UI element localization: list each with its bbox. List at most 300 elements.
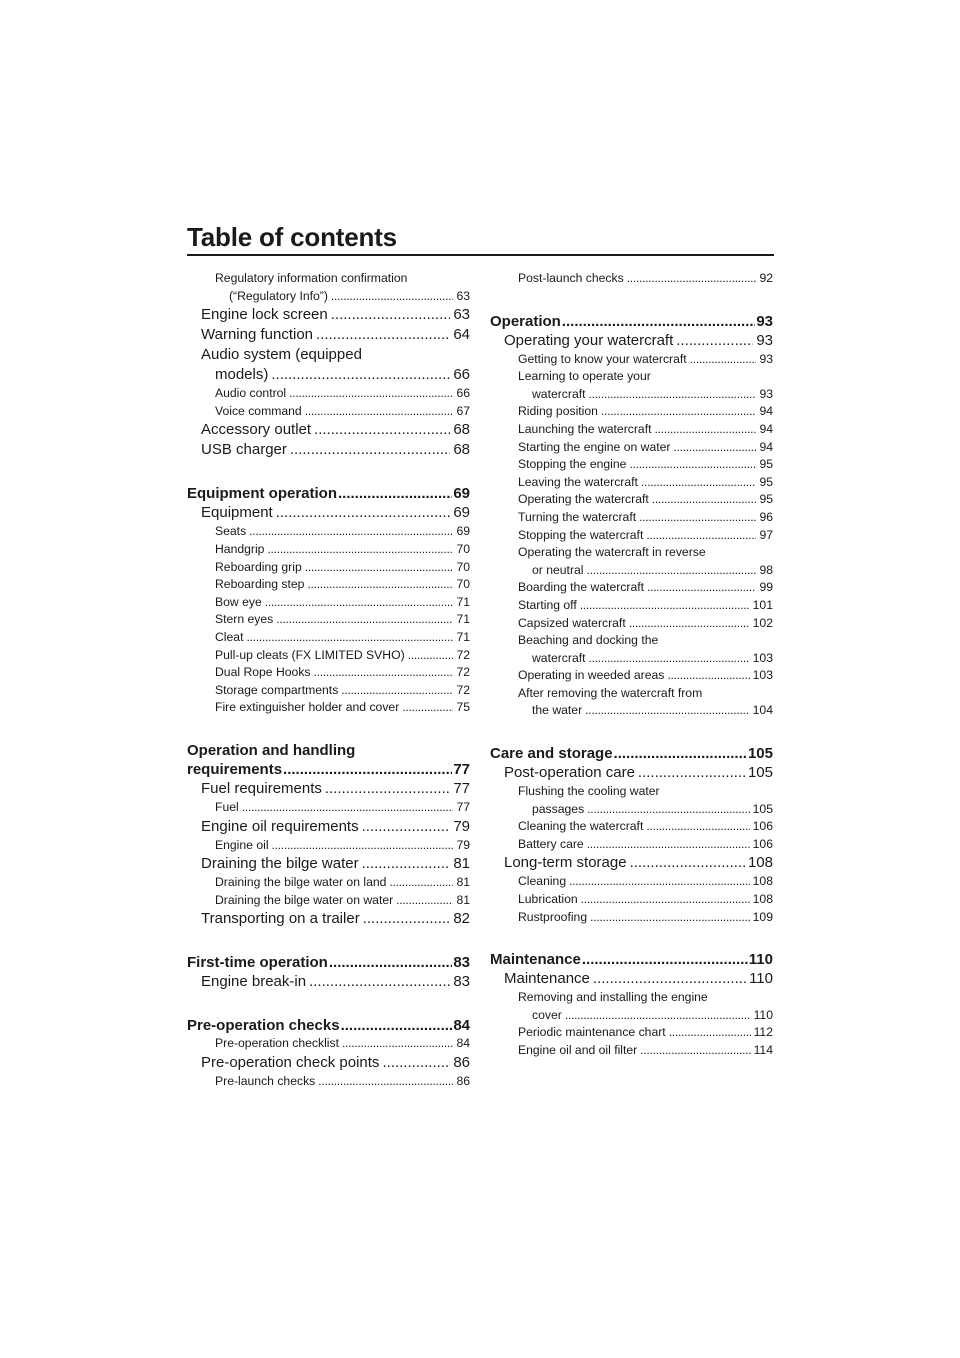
toc-entry-text: Pre-operation check points — [201, 1053, 380, 1071]
page-number: 66 — [456, 386, 470, 401]
dot-leader — [639, 509, 756, 527]
page-number: 71 — [456, 594, 470, 609]
page-title: Table of contents — [187, 222, 397, 252]
page-number: 93 — [759, 386, 773, 401]
page-number: 95 — [759, 457, 773, 472]
toc-chapter[interactable] — [490, 312, 773, 331]
page-number: 97 — [759, 527, 773, 542]
page-number: 77 — [453, 779, 470, 797]
toc-entry-text: models) — [215, 366, 269, 384]
section-gap — [490, 720, 773, 744]
toc-entry-text: Getting to know your watercraft — [518, 351, 687, 366]
page-number: 68 — [453, 441, 470, 459]
toc-entry-text: Removing and installing the engine — [518, 990, 708, 1005]
dot-leader — [362, 854, 451, 874]
page-number: 106 — [752, 819, 773, 834]
toc-subsection[interactable] — [187, 699, 470, 717]
toc-entry-text: Leaving the watercraft — [518, 474, 638, 489]
page-number: 94 — [759, 404, 773, 419]
page-number: 77 — [453, 760, 470, 778]
toc-subsection[interactable] — [187, 594, 470, 612]
dot-leader — [562, 312, 755, 331]
toc-entry-text: Engine break-in — [201, 973, 307, 991]
toc-subsection[interactable] — [490, 1042, 773, 1060]
page-number: 112 — [753, 1025, 773, 1040]
page-number: 81 — [456, 875, 470, 890]
toc-entry-text: Pre-operation checklist — [215, 1036, 339, 1051]
toc-left-column — [187, 270, 470, 1090]
section-gap — [187, 460, 470, 484]
dot-leader — [309, 972, 450, 992]
page-number: 103 — [752, 650, 773, 665]
toc-subsection[interactable] — [490, 632, 773, 667]
page-number: 72 — [456, 665, 470, 680]
toc-entry-text: passages — [532, 801, 585, 816]
toc-entry-text: Operation and handling — [187, 741, 356, 759]
dot-leader — [654, 421, 756, 439]
toc-entry-text: Transporting on a trailer — [201, 910, 360, 928]
page-number: 79 — [456, 837, 470, 852]
toc-subsection[interactable] — [187, 892, 470, 910]
dot-leader — [647, 579, 756, 597]
dot-leader — [246, 629, 453, 647]
page-number: 109 — [752, 909, 773, 924]
dot-leader — [646, 527, 756, 545]
toc-section[interactable] — [187, 854, 470, 874]
dot-leader — [627, 270, 757, 288]
toc-section[interactable] — [187, 503, 470, 523]
dot-leader — [283, 760, 452, 779]
page-number: 81 — [456, 892, 470, 907]
toc-entry-text: Operating your watercraft — [504, 331, 674, 349]
page-number: 99 — [759, 580, 773, 595]
toc-entry-text: or neutral — [532, 562, 584, 577]
toc-subsection[interactable] — [187, 1035, 470, 1053]
toc-chapter[interactable] — [187, 741, 470, 779]
toc-section[interactable] — [187, 345, 470, 385]
toc-section[interactable] — [187, 909, 470, 929]
dot-leader — [290, 440, 450, 460]
dot-leader — [669, 1024, 751, 1042]
dot-leader — [318, 1073, 453, 1091]
page-number: 63 — [453, 306, 470, 324]
toc-entry-text: Maintenance — [490, 951, 581, 969]
dot-leader — [396, 892, 453, 910]
toc-section[interactable] — [187, 420, 470, 440]
page-number: 77 — [456, 799, 470, 814]
dot-leader — [601, 403, 756, 421]
toc-subsection[interactable] — [490, 509, 773, 527]
page-number: 105 — [747, 745, 773, 763]
dot-leader — [589, 650, 750, 668]
dot-leader — [587, 836, 750, 854]
toc-subsection[interactable] — [490, 474, 773, 492]
toc-subsection[interactable] — [187, 629, 470, 647]
dot-leader — [342, 1035, 453, 1053]
toc-section[interactable] — [187, 440, 470, 460]
toc-entry-text: Care and storage — [490, 745, 613, 763]
page-number: 106 — [752, 836, 773, 851]
toc-entry-text: Pre-operation checks — [187, 1017, 340, 1035]
toc-subsection[interactable] — [490, 909, 773, 927]
toc-entry-text: the water — [532, 703, 583, 718]
page-number: 94 — [759, 421, 773, 436]
title-divider — [187, 254, 774, 256]
toc-entry-text: watercraft — [532, 650, 586, 665]
toc-entry-text: Seats — [215, 524, 247, 539]
dot-leader — [329, 953, 452, 972]
toc-entry-text: Learning to operate your — [518, 369, 651, 384]
toc-entry-text: Boarding the watercraft — [518, 580, 645, 595]
toc-entry-text: Battery care — [518, 836, 584, 851]
toc-section[interactable] — [187, 325, 470, 345]
toc-entry-text: Pull-up cleats (FX LIMITED SVHO) — [215, 647, 405, 662]
dot-leader — [676, 331, 753, 351]
page-number: 72 — [456, 682, 470, 697]
toc-chapter[interactable] — [187, 1016, 470, 1035]
toc-subsection[interactable] — [490, 270, 773, 288]
page-number: 66 — [453, 366, 470, 384]
toc-entry-text: Rustproofing — [518, 909, 588, 924]
dot-leader — [582, 950, 748, 969]
toc-entry-text: Beaching and docking the — [518, 633, 659, 648]
dot-leader — [362, 817, 451, 837]
dot-leader — [316, 325, 450, 345]
dot-leader — [305, 559, 454, 577]
page-number: 95 — [759, 492, 773, 507]
toc-subsection[interactable] — [490, 685, 773, 720]
page-number: 68 — [453, 421, 470, 439]
toc-subsection[interactable] — [490, 783, 773, 818]
toc-entry-text: First-time operation — [187, 954, 328, 972]
page-number: 70 — [456, 559, 470, 574]
page-number: 75 — [456, 700, 470, 715]
toc-entry-text: Engine oil — [215, 837, 269, 852]
dot-leader — [242, 799, 454, 817]
dot-leader — [276, 503, 451, 523]
dot-leader — [341, 1016, 453, 1035]
toc-entry-text: Stopping the engine — [518, 457, 627, 472]
dot-leader — [331, 288, 454, 306]
page-number: 71 — [456, 629, 470, 644]
dot-leader — [271, 365, 450, 385]
page-number: 70 — [456, 577, 470, 592]
page-number: 82 — [453, 910, 470, 928]
page-number: 105 — [747, 764, 773, 782]
toc-subsection[interactable] — [490, 544, 773, 579]
toc-entry-text: Equipment operation — [187, 485, 337, 503]
dot-leader — [641, 474, 757, 492]
page-number: 67 — [456, 403, 470, 418]
toc-entry-text: Fuel requirements — [201, 779, 322, 797]
dot-leader — [314, 420, 450, 440]
dot-leader — [589, 386, 757, 404]
section-gap — [490, 288, 773, 312]
section-gap — [187, 717, 470, 741]
toc-entry-text: Audio control — [215, 386, 287, 401]
toc-entry-text: watercraft — [532, 386, 586, 401]
toc-entry-text: Operating the watercraft in reverse — [518, 545, 706, 560]
toc-entry-text: Handgrip — [215, 541, 265, 556]
toc-subsection[interactable] — [490, 403, 773, 421]
page-number: 69 — [453, 504, 470, 522]
toc-subsection[interactable] — [490, 351, 773, 369]
page-number: 93 — [756, 312, 773, 330]
toc-chapter[interactable] — [490, 950, 773, 969]
dot-leader — [314, 664, 454, 682]
toc-entry-text: Storage compartments — [215, 682, 339, 697]
toc-chapter[interactable] — [187, 953, 470, 972]
toc-entry-text: Starting off — [518, 597, 577, 612]
dot-leader — [646, 818, 749, 836]
toc-subsection[interactable] — [187, 270, 470, 305]
page-number: 83 — [453, 973, 470, 991]
page-number: 86 — [456, 1073, 470, 1088]
dot-leader — [629, 615, 750, 633]
page-number: 83 — [453, 954, 470, 972]
toc-entry-text: Post-operation care — [504, 764, 635, 782]
page-number: 103 — [752, 668, 773, 683]
dot-leader — [640, 1042, 750, 1060]
toc-entry-text: Capsized watercraft — [518, 615, 626, 630]
dot-leader — [673, 439, 756, 457]
toc-entry-text: Maintenance — [504, 970, 590, 988]
dot-leader — [325, 779, 450, 799]
dot-leader — [289, 385, 453, 403]
toc-section[interactable] — [490, 331, 773, 351]
page-number: 94 — [759, 439, 773, 454]
page-number: 63 — [456, 288, 470, 303]
toc-subsection[interactable] — [490, 527, 773, 545]
page-number: 70 — [456, 541, 470, 556]
toc-section[interactable] — [187, 972, 470, 992]
toc-entry-text: Cleat — [215, 629, 244, 644]
toc-entry-text: Long-term storage — [504, 854, 627, 872]
page-number: 102 — [752, 615, 773, 630]
toc-entry-text: Operating in weeded areas — [518, 668, 665, 683]
page-number: 108 — [752, 892, 773, 907]
page-number: 114 — [753, 1043, 773, 1057]
dot-leader — [569, 873, 750, 891]
toc-subsection[interactable] — [490, 597, 773, 615]
toc-entry-text: Post-launch checks — [518, 271, 624, 285]
toc-subsection[interactable] — [490, 818, 773, 836]
dot-leader — [267, 541, 453, 559]
toc-entry-text: Operating the watercraft — [518, 492, 649, 507]
toc-subsection[interactable] — [490, 615, 773, 633]
page-number: 84 — [456, 1036, 470, 1051]
page-number: 104 — [752, 703, 773, 718]
dot-leader — [389, 874, 453, 892]
toc-entry-text: After removing the watercraft from — [518, 685, 703, 700]
toc-entry-text: Engine oil requirements — [201, 817, 359, 835]
toc-entry-text: Pre-launch checks — [215, 1073, 316, 1088]
toc-subsection[interactable] — [187, 1073, 470, 1091]
page-number: 110 — [753, 1007, 773, 1022]
toc-subsection[interactable] — [187, 682, 470, 700]
page-number: 98 — [759, 562, 773, 577]
toc-entry-text: Accessory outlet — [201, 421, 312, 439]
toc-entry-text: Lubrication — [518, 892, 578, 907]
dot-leader — [272, 837, 454, 855]
section-gap — [187, 992, 470, 1016]
toc-chapter[interactable] — [187, 484, 470, 503]
toc-entry-text: Cleaning the watercraft — [518, 819, 644, 834]
dot-leader — [307, 576, 453, 594]
dot-leader — [265, 594, 454, 612]
toc-subsection[interactable] — [187, 664, 470, 682]
toc-entry-text: Regulatory information confirmation — [215, 271, 408, 285]
toc-entry-text: Equipment — [201, 504, 273, 522]
toc-section[interactable] — [187, 1053, 470, 1073]
page-number: 64 — [453, 326, 470, 344]
dot-leader — [402, 699, 453, 717]
dot-leader — [580, 597, 750, 615]
page-number: 101 — [752, 597, 773, 612]
toc-subsection[interactable] — [490, 667, 773, 685]
page-number: 96 — [759, 509, 773, 524]
toc-subsection[interactable] — [187, 523, 470, 541]
toc-entry-text: Audio system (equipped — [201, 346, 362, 364]
toc-entry-text: requirements — [187, 760, 283, 778]
dot-leader — [638, 763, 745, 783]
toc-subsection[interactable] — [187, 799, 470, 817]
toc-section[interactable] — [187, 817, 470, 837]
toc-subsection[interactable] — [490, 989, 773, 1024]
dot-leader — [341, 682, 453, 700]
toc-entry-text: Periodic maintenance chart — [518, 1025, 666, 1040]
dot-leader — [363, 909, 451, 929]
dot-leader — [305, 403, 454, 421]
page-number: 108 — [747, 854, 773, 872]
section-gap — [490, 926, 773, 950]
dot-leader — [338, 484, 452, 503]
toc-entry-text: Cleaning — [518, 874, 567, 889]
toc-subsection[interactable] — [490, 439, 773, 457]
page-number: 69 — [456, 524, 470, 539]
toc-section[interactable] — [490, 853, 773, 873]
toc-entry-text: Reboarding step — [215, 577, 305, 592]
dot-leader — [590, 909, 750, 927]
toc-right-column — [490, 270, 773, 1060]
dot-leader — [690, 351, 757, 369]
toc-subsection[interactable] — [490, 891, 773, 909]
toc-subsection[interactable] — [187, 385, 470, 403]
toc-subsection[interactable] — [490, 873, 773, 891]
toc-entry-text: Stern eyes — [215, 612, 274, 627]
page-number: 69 — [453, 485, 470, 503]
toc-subsection[interactable] — [490, 579, 773, 597]
page-number: 93 — [756, 331, 773, 349]
toc-entry-text: Riding position — [518, 404, 598, 419]
toc-section[interactable] — [187, 305, 470, 325]
toc-subsection[interactable] — [187, 576, 470, 594]
toc-entry-text: Turning the watercraft — [518, 509, 637, 524]
toc-subsection[interactable] — [490, 836, 773, 854]
page-number: 95 — [759, 474, 773, 489]
dot-leader — [587, 801, 749, 819]
toc-entry-text: Dual Rope Hooks — [215, 665, 311, 680]
page-number: 92 — [759, 271, 773, 285]
toc-entry-text: Engine oil and oil filter — [518, 1043, 638, 1057]
toc-entry-text: Operation — [490, 312, 561, 330]
toc-subsection[interactable] — [490, 456, 773, 474]
page-number: 84 — [453, 1017, 470, 1035]
page-number: 110 — [748, 951, 773, 969]
toc-section[interactable] — [490, 969, 773, 989]
toc-subsection[interactable] — [490, 421, 773, 439]
dot-leader — [629, 456, 756, 474]
dot-leader — [382, 1053, 450, 1073]
toc-entry-text: Starting the engine on water — [518, 439, 671, 454]
toc-subsection[interactable] — [187, 874, 470, 892]
dot-leader — [587, 562, 757, 580]
page-number: 105 — [752, 801, 773, 816]
dot-leader — [581, 891, 750, 909]
toc-entry-text: Reboarding grip — [215, 559, 302, 574]
toc-subsection[interactable] — [187, 541, 470, 559]
toc-entry-text: Fire extinguisher holder and cover — [215, 700, 400, 715]
page-number: 72 — [456, 647, 470, 662]
dot-leader — [652, 491, 757, 509]
toc-subsection[interactable] — [490, 1024, 773, 1042]
toc-entry-text: Draining the bilge water on land — [215, 875, 387, 890]
toc-entry-text: Stopping the watercraft — [518, 527, 644, 542]
toc-entry-text: USB charger — [201, 441, 287, 459]
page-number: 71 — [456, 612, 470, 627]
toc-entry-text: cover — [532, 1007, 562, 1022]
toc-entry-text: Draining the bilge water on water — [215, 892, 394, 907]
toc-subsection[interactable] — [187, 611, 470, 629]
page-number: 108 — [752, 874, 773, 889]
dot-leader — [249, 523, 453, 541]
toc-entry-text: Launching the watercraft — [518, 421, 652, 436]
toc-subsection[interactable] — [187, 837, 470, 855]
toc-subsection[interactable] — [187, 559, 470, 577]
toc-subsection[interactable] — [490, 368, 773, 403]
toc-entry-text: Engine lock screen — [201, 306, 328, 324]
toc-chapter[interactable] — [490, 744, 773, 763]
toc-entry-text: Voice command — [215, 403, 302, 418]
dot-leader — [565, 1007, 751, 1025]
toc-entry-text: Flushing the cooling water — [518, 784, 660, 799]
toc-subsection[interactable] — [187, 403, 470, 421]
toc-entry-text: Warning function — [201, 326, 314, 344]
dot-leader — [585, 702, 750, 720]
toc-subsection[interactable] — [187, 647, 470, 665]
toc-section[interactable] — [187, 779, 470, 799]
page-number: 79 — [453, 817, 470, 835]
toc-section[interactable] — [490, 763, 773, 783]
toc-entry-text: Fuel — [215, 799, 239, 814]
dot-leader — [408, 647, 454, 665]
page-number: 86 — [453, 1053, 470, 1071]
toc-subsection[interactable] — [490, 491, 773, 509]
toc-entry-text: Draining the bilge water — [201, 855, 359, 873]
dot-leader — [593, 969, 746, 989]
page-number: 93 — [759, 351, 773, 366]
toc-entry-text: (“Regulatory Info”) — [229, 288, 328, 303]
page-number: 110 — [749, 970, 773, 988]
dot-leader — [614, 744, 747, 763]
section-gap — [187, 929, 470, 953]
dot-leader — [630, 853, 745, 873]
page-number: 81 — [453, 855, 470, 873]
toc-entry-text: Bow eye — [215, 594, 262, 609]
dot-leader — [331, 305, 451, 325]
dot-leader — [667, 667, 749, 685]
dot-leader — [276, 611, 453, 629]
